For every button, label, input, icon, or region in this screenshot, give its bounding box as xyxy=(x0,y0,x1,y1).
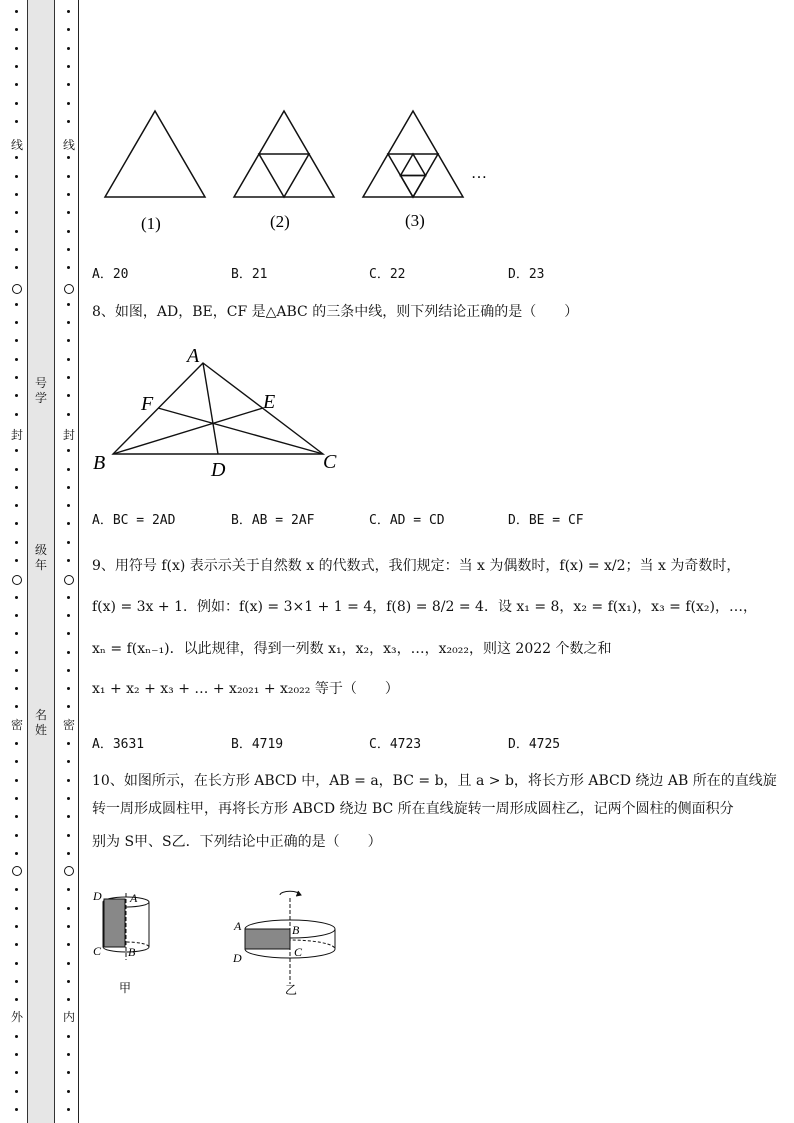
yi-label-b: B xyxy=(292,923,300,937)
margin-dot xyxy=(67,413,70,416)
margin-dot xyxy=(67,1108,70,1111)
vertex-a-label: A xyxy=(187,345,200,367)
margin-dot xyxy=(15,742,18,745)
margin-dot xyxy=(15,559,18,562)
margin-dot xyxy=(15,504,18,507)
margin-dot xyxy=(15,376,18,379)
margin-dot xyxy=(15,1053,18,1056)
margin-dot xyxy=(67,669,70,672)
margin-dot xyxy=(15,1090,18,1093)
margin-dot xyxy=(67,834,70,837)
margin-dot xyxy=(67,266,70,269)
q7-option-a: A．20 xyxy=(92,267,129,282)
triangle-1 xyxy=(105,111,205,197)
margin-dot xyxy=(67,1035,70,1038)
margin-dot xyxy=(67,394,70,397)
margin-dot xyxy=(15,468,18,471)
inner-cut-label: 密 xyxy=(62,718,75,732)
inner-cut-label: 内 xyxy=(62,1010,75,1024)
q10-line-2: 转一周形成圆柱甲，再将长方形 ABCD 绕边 BC 所在直线旋转一周形成圆柱乙，记两个圆柱的侧面积分 xyxy=(92,801,734,817)
margin-dot xyxy=(15,779,18,782)
margin-dot xyxy=(15,522,18,525)
label-name: 名姓 xyxy=(34,708,47,737)
q10-line-1: 10、如图所示，在长方形 ABCD 中，AB = a，BC = b，且 a > b，将长方形 ABCD 绕边 AB 所在的直线旋 xyxy=(92,773,777,789)
margin-dot xyxy=(67,797,70,800)
margin-dot xyxy=(67,102,70,105)
margin-dot xyxy=(15,486,18,489)
margin-dot xyxy=(67,47,70,50)
margin-dot xyxy=(15,614,18,617)
margin-dot xyxy=(15,230,18,233)
triangle-3-inner-a xyxy=(401,154,426,176)
yi-label-d: D xyxy=(233,951,242,965)
figure-label-2: (2) xyxy=(270,212,290,231)
q7-option-b: B．21 xyxy=(231,267,268,282)
label-grade: 级年 xyxy=(34,543,47,572)
margin-dot xyxy=(67,358,70,361)
margin-dot xyxy=(15,156,18,159)
figure-label-1: (1) xyxy=(141,214,161,233)
inner-circle-mark xyxy=(64,575,74,585)
margin-dot xyxy=(15,394,18,397)
q7-triangle-figures xyxy=(95,105,505,235)
margin-dot xyxy=(67,815,70,818)
margin-dot xyxy=(15,1071,18,1074)
q10-line-3: 别为 S甲、S乙．下列结论中正确的是（ ） xyxy=(92,834,382,850)
inner-circle-mark xyxy=(64,866,74,876)
figure-ellipsis: … xyxy=(471,165,487,182)
margin-dot xyxy=(15,47,18,50)
margin-dot xyxy=(67,83,70,86)
margin-dot xyxy=(15,888,18,891)
q8-option-a: A．BC = 2AD xyxy=(92,513,176,528)
q7-option-c: C．22 xyxy=(369,267,406,282)
margin-dot xyxy=(15,760,18,763)
margin-dot xyxy=(67,211,70,214)
q9-option-c: C．4723 xyxy=(369,737,422,752)
margin-dot xyxy=(15,687,18,690)
outer-cut-label: 封 xyxy=(10,428,23,442)
margin-dot xyxy=(15,303,18,306)
q8-option-d: D．BE = CF xyxy=(508,513,584,528)
margin-dot xyxy=(15,266,18,269)
outer-cut-label: 线 xyxy=(10,138,23,152)
margin-dot xyxy=(15,321,18,324)
margin-dot xyxy=(15,28,18,31)
margin-dot xyxy=(15,943,18,946)
margin-dot xyxy=(67,852,70,855)
margin-dot xyxy=(67,705,70,708)
margin-dot xyxy=(67,925,70,928)
figure-label-3: (3) xyxy=(405,211,425,230)
vertex-b-label: B xyxy=(93,452,106,474)
margin-dot xyxy=(67,522,70,525)
label-student-number: 号学 xyxy=(34,376,47,405)
jia-label-b: B xyxy=(128,945,136,959)
margin-dot xyxy=(67,303,70,306)
q7-option-d: D．23 xyxy=(508,267,545,282)
margin-dot xyxy=(67,760,70,763)
q9-option-d: D．4725 xyxy=(508,737,561,752)
inner-dot-column xyxy=(64,0,74,1123)
outer-cut-label: 外 xyxy=(10,1010,23,1024)
q9-line-2: f(x) = 3x + 1．例如：f(x) = 3×1 + 1 = 4，f(8) = 8/2 = 4．设 x₁ = 8，x₂ = f(x₁)，x₃ = f(x₂)，…， xyxy=(92,599,757,615)
q8-option-b: B．AB = 2AF xyxy=(231,513,315,528)
margin-dot xyxy=(15,175,18,178)
margin-dot xyxy=(67,156,70,159)
binding-line xyxy=(78,0,79,1123)
triangle-2-inner xyxy=(259,154,309,197)
rectangle-abcd-shaded xyxy=(104,899,125,947)
outer-circle-mark xyxy=(12,575,22,585)
margin-dot xyxy=(67,742,70,745)
q9-line-4: x₁ + x₂ + x₃ + … + x₂₀₂₁ + x₂₀₂₂ 等于（ ） xyxy=(92,681,399,697)
margin-dot xyxy=(67,980,70,983)
margin-dot xyxy=(15,907,18,910)
margin-dot xyxy=(15,541,18,544)
margin-dot xyxy=(15,651,18,654)
margin-dot xyxy=(67,468,70,471)
outer-circle-mark xyxy=(12,284,22,294)
point-f-label: F xyxy=(141,393,154,415)
margin-dot xyxy=(15,413,18,416)
margin-dot xyxy=(67,596,70,599)
margin-dot xyxy=(67,248,70,251)
margin-dot xyxy=(15,10,18,13)
q9-line-1: 9、用符号 f(x) 表示示关于自然数 x 的代数式，我们规定：当 x 为偶数时，f(x) = x/2；当 x 为奇数时， xyxy=(92,558,741,574)
margin-dot xyxy=(67,376,70,379)
margin-dot xyxy=(15,449,18,452)
margin-dot xyxy=(67,10,70,13)
margin-dot xyxy=(67,1053,70,1056)
inner-cut-label: 封 xyxy=(62,428,75,442)
margin-dot xyxy=(67,559,70,562)
triangle-3-inner-b xyxy=(401,176,426,198)
margin-dot xyxy=(67,449,70,452)
margin-dot xyxy=(15,1108,18,1111)
margin-dot xyxy=(15,834,18,837)
margin-dot xyxy=(67,998,70,1001)
q9-option-b: B．4719 xyxy=(231,737,284,752)
margin-dot xyxy=(67,943,70,946)
outer-dot-column xyxy=(12,0,22,1123)
margin-dot xyxy=(67,321,70,324)
margin-dot xyxy=(15,120,18,123)
outer-cut-label: 密 xyxy=(10,718,23,732)
jia-label-d: D xyxy=(93,889,102,903)
margin-dot xyxy=(15,339,18,342)
margin-dot xyxy=(67,339,70,342)
jia-label-c: C xyxy=(93,944,102,958)
point-d-label: D xyxy=(211,459,226,481)
margin-dot xyxy=(15,669,18,672)
margin-dot xyxy=(67,28,70,31)
q8-question-text: 8、如图，AD，BE，CF 是△ABC 的三条中线，则下列结论正确的是（ ） xyxy=(92,304,579,320)
margin-dot xyxy=(15,980,18,983)
margin-dot xyxy=(15,596,18,599)
q9-line-3: xₙ = f(xₙ₋₁)．以此规律，得到一列数 x₁，x₂，x₃，…，x₂₀₂₂，则这 2022 个数之和 xyxy=(92,641,612,657)
point-e-label: E xyxy=(263,391,276,413)
margin-dot xyxy=(15,632,18,635)
margin-dot xyxy=(15,83,18,86)
margin-dot xyxy=(67,779,70,782)
margin-dot xyxy=(15,797,18,800)
rectangle-abcd-shaded xyxy=(245,929,290,949)
q8-triangle-medians xyxy=(90,342,350,482)
margin-dot xyxy=(67,962,70,965)
margin-dot xyxy=(67,541,70,544)
margin-dot xyxy=(67,120,70,123)
yi-label-c: C xyxy=(294,945,303,959)
margin-dot xyxy=(15,1035,18,1038)
margin-dot xyxy=(15,815,18,818)
margin-dot xyxy=(67,230,70,233)
margin-dot xyxy=(67,1090,70,1093)
margin-dot xyxy=(15,65,18,68)
margin-dot xyxy=(67,614,70,617)
vertex-c-label: C xyxy=(323,451,337,473)
margin-dot xyxy=(15,193,18,196)
margin-dot xyxy=(15,962,18,965)
margin-dot xyxy=(67,193,70,196)
margin-dot xyxy=(67,651,70,654)
margin-dot xyxy=(67,907,70,910)
margin-dot xyxy=(15,705,18,708)
q9-option-a: A．3631 xyxy=(92,737,145,752)
margin-dot xyxy=(67,486,70,489)
margin-dot xyxy=(15,998,18,1001)
margin-dot xyxy=(15,102,18,105)
margin-dot xyxy=(67,632,70,635)
margin-dot xyxy=(67,65,70,68)
yi-caption: 乙 xyxy=(285,983,298,997)
yi-label-a: A xyxy=(234,919,242,933)
margin-dot xyxy=(15,211,18,214)
outer-circle-mark xyxy=(12,866,22,876)
margin-dot xyxy=(15,358,18,361)
q8-option-c: C．AD = CD xyxy=(369,513,445,528)
binding-margin xyxy=(0,0,84,1123)
inner-circle-mark xyxy=(64,284,74,294)
margin-dot xyxy=(15,852,18,855)
margin-dot xyxy=(67,504,70,507)
margin-dot xyxy=(67,687,70,690)
margin-dot xyxy=(15,248,18,251)
margin-dot xyxy=(15,925,18,928)
jia-caption: 甲 xyxy=(119,981,132,995)
margin-dot xyxy=(67,175,70,178)
margin-dot xyxy=(67,888,70,891)
cylinder-yi-figure xyxy=(228,888,343,998)
margin-dot xyxy=(67,1071,70,1074)
inner-cut-label: 线 xyxy=(62,138,75,152)
cylinder-jia-figure xyxy=(90,885,165,995)
jia-label-a: A xyxy=(130,891,138,905)
